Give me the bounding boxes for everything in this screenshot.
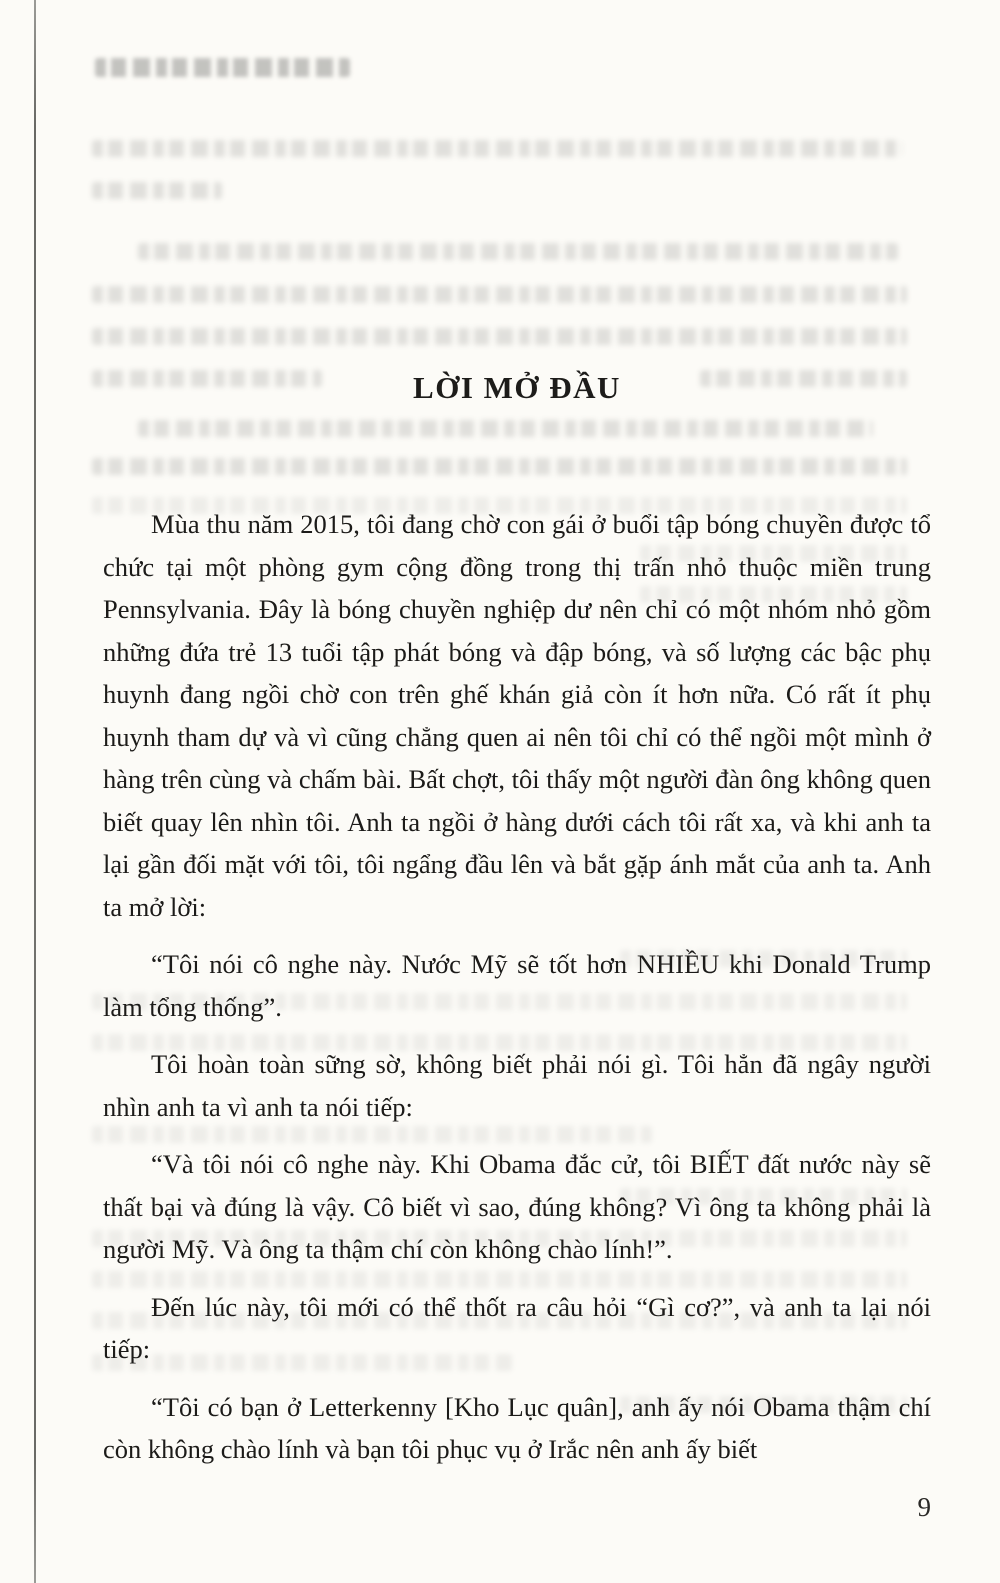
- bleedthrough-line: [92, 328, 907, 345]
- bleedthrough-line: [92, 140, 902, 157]
- page-number: 9: [917, 1492, 931, 1522]
- bleedthrough-header: [95, 58, 350, 77]
- paragraph: “Và tôi nói cô nghe này. Khi Obama đắc cử, tôi BIẾT đất nước này sẽ thất bại và đúng là vậy. Cô biết vì sao, đúng không? Vì ông ta không phải là người Mỹ. Và ông ta thậm chí còn không chào lính!”.: [103, 1149, 931, 1264]
- paragraph: Đến lúc này, tôi mới có thể thốt ra câu hỏi “Gì cơ?”, và anh ta lại nói tiếp:: [103, 1291, 931, 1364]
- bleedthrough-line: [138, 243, 898, 260]
- bleedthrough-line: [92, 182, 222, 199]
- paragraph: Tôi hoàn toàn sững sờ, không biết phải nói gì. Tôi hẳn đã ngây người nhìn anh ta vì anh ta nói tiếp:: [103, 1049, 931, 1122]
- bleedthrough-line: [138, 420, 873, 437]
- binding-edge-line: [34, 0, 36, 1583]
- bleedthrough-line: [92, 458, 907, 475]
- body-text: [103, 503, 931, 1486]
- paragraph: “Tôi nói cô nghe này. Nước Mỹ sẽ tốt hơn NHIỀU khi Donald Trump làm tổng thống”.: [103, 949, 931, 1022]
- paragraph: “Tôi có bạn ở Letterkenny [Kho Lục quân], anh ấy nói Obama thậm chí còn không chào lính và bạn tôi phục vụ ở Irắc nên anh ấy biết: [103, 1391, 931, 1464]
- bleedthrough-line: [92, 286, 907, 303]
- paragraph: Mùa thu năm 2015, tôi đang chờ con gái ở buổi tập bóng chuyền được tổ chức tại một phòng gym cộng đồng trong thị trấn nhỏ thuộc miền trung Pennsylvania. Đây là bóng chuyền nghiệp dư nên chỉ có một nhóm nhỏ gồm những đứa trẻ 13 tuổi tập phát bóng và đập bóng, và số lượng các bậc phụ huynh đang ngồi chờ con trên ghế khán giả còn ít hơn nữa. Có rất ít phụ huynh tham dự và vì cũng chẳng quen ai nên tôi chỉ có thể ngồi một mình ở hàng trên cùng và chấm bài. Bất chợt, tôi thấy một người đàn ông không quen biết quay lên nhìn tôi. Anh ta ngồi ở hàng dưới cách tôi rất xa, và khi anh ta lại gần đối mặt với tôi, tôi ngẩng đầu lên và bắt gặp ánh mắt của anh ta. Anh ta mở lời:: [103, 509, 931, 922]
- page-title: LỜI MỞ ĐẦU: [413, 370, 621, 405]
